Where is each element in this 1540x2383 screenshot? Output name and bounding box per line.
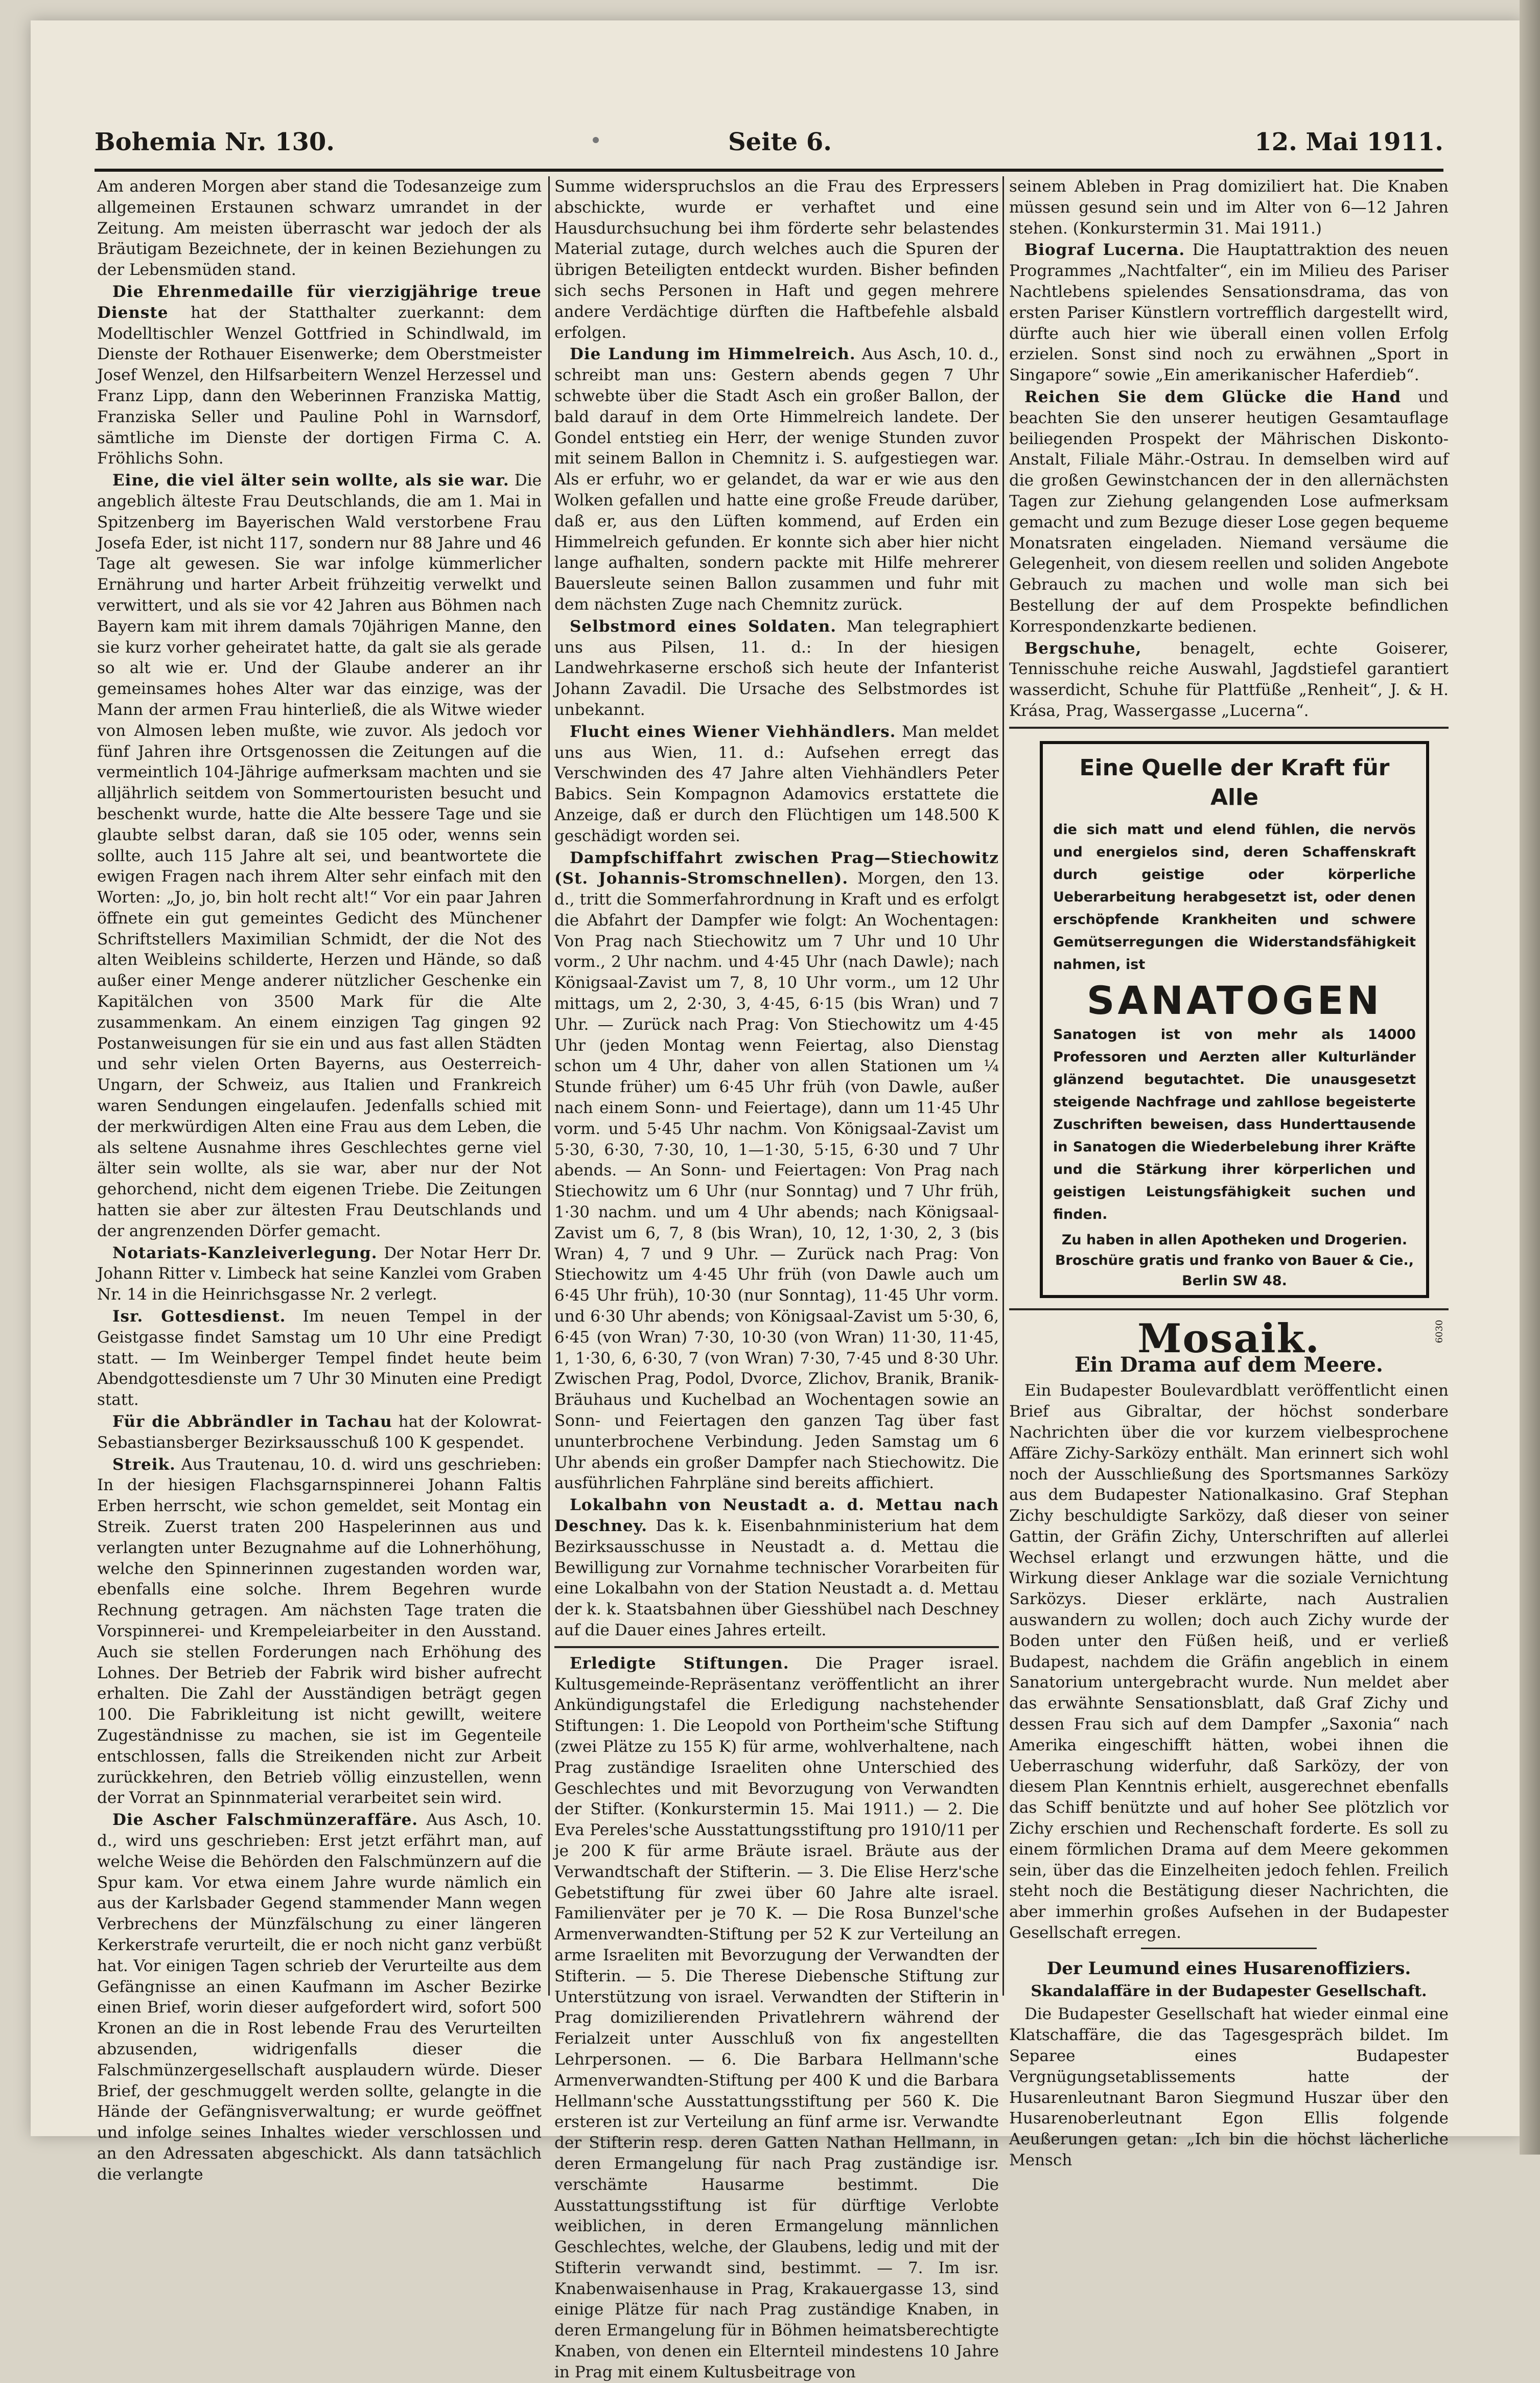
article-gottesdienst <box>97 1306 542 1410</box>
article-text: Aus Asch, 10. d., schreibt man uns: Gestern abends gegen 7 Uhr schwebte über die Stadt Asch ein großer Ballon, der bald darauf in dem Orte Himmelreich landete. Der Gondel entstieg ein Herr, der wenige Stunden zuvor mit seinem Ballon in Chemnitz i. S. aufgestiegen war. Als er erfuhr, wo er gelandet, da war er wie aus den Wolken gefallen und hatte eine große Freude darüber, daß er, aus den Lüften kommend, auf Erden ein Himmelreich gefunden. Er konnte sich aber hier nicht lange aufhalten, sondern packte mit Hilfe mehrerer Bauersleute seinen Ballon zusammen und fuhr mit dem nächsten Zuge nach Chemnitz zurück. <box>554 345 999 614</box>
ad-intro: die sich matt und elend fühlen, die nervös und energielos sind, deren Schaffenskraft durch geistige oder körperliche Ueberarbeitung herabgesetzt ist, oder denen erschöpfende Krankheiten und schwere Gemütserregungen die Widerstandsfähigkeit nahmen, ist <box>1053 821 1416 973</box>
ad-code: 6030 <box>1434 1320 1445 1344</box>
column-rule-1 <box>548 176 550 1996</box>
header-publication: Bohemia Nr. 130. <box>95 128 335 156</box>
article-heading: Für die Abbrändler in Tachau <box>112 1413 392 1431</box>
article-text: Im neuen Tempel in der Geistgasse findet Samstag um 10 Uhr eine Predigt statt. — Im Weinberger Tempel findet heute beim Abendgottesdienste um 7 Uhr 30 Minuten eine Predigt statt. <box>97 1307 542 1409</box>
page-header <box>95 123 1443 169</box>
article-text: Aus Trautenau, 10. d. wird uns geschrieben: In der hiesigen Flachsgarnspinnerei Johann Faltis Erben herrscht, wie schon gemeldet, seit Montag ein Streik. Zuerst traten 200 Haspelerinnen aus und verlangten unter Bezugnahme auf die Lohnerhöhung, welche den Spinnerinnen zugestanden worden war, ebenfalls eine solche. Ihrem Begehren wurde Rechnung getragen. Am nächsten Tage traten die Vorspinnerei- und Krempeleiarbeiter in den Ausstand. Auch sie stellen Forderungen nach Erhöhung des Lohnes. Der Betrieb der Fabrik wird bisher aufrecht erhalten. Die Zahl der Ausständigen beträgt gegen 100. Die Fabrikleitung ist nicht gewillt, weitere Zugeständnisse zu machen, sie ist im Gegenteile entschlossen, falls die Streikenden nicht zur Arbeit zurückkehren, den Betrieb völlig einzustellen, wenn der Vorrat an Spinnmaterial verarbeitet sein wird. <box>97 1455 542 1808</box>
section-separator <box>1009 727 1449 729</box>
article-text: hat der Statthalter zuerkannt: dem Modelltischler Wenzel Gottfried in Schindlwald, im Dienste der Rothauer Eisenwerke; dem Oberstmeister Josef Wenzel, den Hilfsarbeitern Wenzel Herzessel und Franz Lipp, dann den Weberinnen Franziska Mattig, Franziska Seller und Pauline Pohl in Warnsdorf, sämtliche im Dienste der dortigen Firma C. A. Fröhlichs Sohn. <box>97 303 542 468</box>
article-heading: Die Landung im Himmelreich. <box>570 345 856 364</box>
article-text: Die Prager israel. Kultusgemeinde-Repräsentanz veröffentlicht an ihrer Ankündigungstafel die Erledigung nachstehender Stiftungen: 1. Die Leopold von Portheim'sche Stiftung (zwei Plätze zu 155 K) für arme, wohlverhaltene, nach Prag zuständige Israeliten ohne Unterschied des Geschlechtes und mit Bevorzugung von Verwandten der Stifter. (Konkurstermin 15. Mai 1911.) — 2. Die Eva Pereles'sche Ausstattungsstiftung pro 1910/11 per je 200 K für arme Bräute israel. Bräute aus der Verwandtschaft der Stifterin. — 3. Die Elise Herz'sche Gebetstiftung für zwei über 60 Jahre alte israel. Familienväter per je 70 K. — Die Rosa Bunzel'sche Armenverwandten-Stiftung per 52 K zur Verteilung an arme Israeliten mit Bevorzugung der Verwandten der Stifterin. — 5. Die Therese Diebensche Stiftung zur Unterstützung von israel. Verwandten der Stifterin in Prag domizilierenden Privatlehrern während der Ferialzeit unter Ausschluß von fix angestellten Lehrpersonen. — 6. Die Barbara Hellmann'sche Armenverwandten-Stiftung per 400 K und die Barbara Hellmann'sche Ausstattungsstiftung per 560 K. Die ersteren ist zur Verteilung an fünf arme isr. Verwandte der Stifterin resp. deren Gatten Nathan Hellmann, in deren Ermangelung für nach Prag zuständige isr. verschämte Hausarme bestimmt. Die Ausstattungsstiftung ist für dürftige Verlobte weiblichen, in deren Ermangelung männlichen Geschlechtes, welche, der Glaubens, ledig und mit der Stifterin verwandt sind, bestimmt. — 7. Im isr. Knabenwaisenhause in Prag, Krakauergasse 13, sind einige Plätze für nach Prag zuständige Knaben, in deren Ermangelung für in Böhmen heimatsberechtigte Knaben, von denen ein Elternteil mindestens 10 Jahre in Prag mit einem Kultusbeitrage von <box>554 1654 999 2381</box>
sanatogen-advertisement <box>1040 741 1429 1298</box>
article-heading: Flucht eines Wiener Viehhändlers. <box>570 722 896 741</box>
ad-footer: Zu haben in allen Apotheken und Drogerien. Broschüre gratis und franko von Bauer & Cie., Berlin SW 48. <box>1055 1232 1414 1289</box>
article-landung <box>554 344 999 615</box>
article-paragraph: Summe widerspruchslos an die Frau des Erpressers abschickte, wurde er verhaftet und eine Hausdurchsuchung bei ihm förderte sehr belastendes Material zutage, durch welches auch die Spuren der übrigen Beteiligten entdeckt wurden. Bisher befinden sich sechs Personen in Haft und gegen mehrere andere Verdächtige dürften die Haftbefehle alsbald erfolgen. <box>554 177 999 342</box>
article-heading: Eine, die viel älter sein wollte, als sie war. <box>112 471 509 490</box>
article-heading: Isr. Gottesdienst. <box>112 1307 286 1326</box>
section-separator <box>1009 1308 1449 1310</box>
short-separator <box>1141 1948 1317 1949</box>
article-drama: Ein Budapester Boulevardblatt veröffentlicht einen Brief aus Gibraltar, der höchst sonderbare Nachrichten über die vor kurzem vielbesprochene Affäre Zichy-Sarközy enthält. Man erinnert sich wohl noch der Ausschließung des Sportsmannes Sarközy aus dem Budapester Nationalkasino. Graf Stephan Zichy beschuldigte Sarközy, daß dieser von seiner Gattin, der Gräfin Zichy, Unterschriften auf allerlei Wechsel erlangt und erzwungen hätte, und die Wirkung dieser Anklage war die soziale Vernichtung Sarközys. Dieser erklärte, nach Australien auswandern zu wollen; doch auch Zichy wurde der Boden unter den Füßen heiß, und er verließ Budapest, nachdem die Gräfin angeblich in einem Sanatorium untergebracht wurde. Nun meldet aber das erwähnte Sensationsblatt, daß Graf Zichy und dessen Frau sich auf dem Dampfer „Saxonia“ nach Amerika eingeschifft hätten, wobei ihnen die Ueberraschung widerfuhr, daß Sarközy, der von diesem Plan Kenntnis erhielt, ausgerechnet ebenfalls das Schiff benützte und auf hoher See plötzlich vor Zichy erschien und Rechenschaft forderte. Es soll zu einem förmlichen Drama auf dem Meere gekommen sein, über das die Einzelheiten jedoch fehlen. Freilich steht noch die Bestätigung dieser Nachrichten, die aber immerhin großes Aufsehen in der Budapester Gesellschaft erregen. <box>1009 1381 1449 1942</box>
article-heading: Bergschuhe, <box>1024 639 1142 658</box>
article-glueck <box>1009 387 1449 637</box>
article-heading: Biograf Lucerna. <box>1024 241 1185 260</box>
article-lokalbahn <box>554 1495 999 1641</box>
article-selbstmord <box>554 616 999 721</box>
leumund-subtitle: Skandalaffäre in der Budapester Gesellschaft. <box>1031 1982 1427 2000</box>
column-3 <box>1009 176 1449 2169</box>
article-text: Man meldet uns aus Wien, 11. d.: Aufsehen erregt das Verschwinden des 47 Jahre alten Viehhändlers Peter Babics. Sein Kompagnon Adamovics erstattete die Anzeige, daß er durch den Flüchtigen um 148.500 K geschädigt worden sei. <box>554 722 999 845</box>
article-aelteste-frau <box>97 470 542 1241</box>
header-date: 12. Mai 1911. <box>1254 128 1443 156</box>
article-leumund: Die Budapester Gesellschaft hat wieder einmal eine Klatschaffäre, die das Tagesgespräch bildet. Im Separee eines Budapester Vergnügungsetablissements hatte der Husarenleutnant Baron Siegmund Huszar über den Husarenoberleutnant Egon Ellis folgende Aeußerungen getan: „Ich bin die höchst lächerliche Mensch <box>1009 2005 1449 2169</box>
scan-edge <box>1520 0 1540 2155</box>
header-page-number: Seite 6. <box>728 128 832 156</box>
article-heading: Lokalbahn von Neustadt a. d. Mettau nach Deschney. <box>554 1496 999 1535</box>
article-heading: Die Ascher Falschmünzeraffäre. <box>112 1811 418 1830</box>
article-stiftungen <box>554 1653 999 2383</box>
article-paragraph: Am anderen Morgen aber stand die Todesanzeige zum allgemeinen Erstaunen schwarz umrandet in der Zeitung. Am meisten überrascht war jedoch der als Bräutigam Bezeichnete, der in keinen Beziehungen zu der Lebensmüden stand. <box>97 177 542 280</box>
article-bergschuhe <box>1009 638 1449 722</box>
article-falschmuenzer <box>97 1810 542 2185</box>
article-heading: Reichen Sie dem Glücke die Hand <box>1024 387 1402 406</box>
column-1 <box>97 176 542 2184</box>
article-heading: Erledigte Stiftungen. <box>570 1654 789 1673</box>
drama-title: Ein Drama auf dem Meere. <box>1075 1352 1383 1377</box>
mosaik-title: Mosaik. <box>1137 1315 1320 1362</box>
ad-body: Sanatogen ist von mehr als 14000 Professoren und Aerzten aller Kulturländer glänzend begutachtet. Die unausgesetzt steigende Nachfrage und zahllose begeisterte Zuschriften beweisen, dass Hunderttausende in Sanatogen die Wiederbelebung ihrer Kräfte und die Stärkung ihrer körperlichen und geistigen Leistungsfähigkeit suchen und finden. <box>1053 1026 1416 1222</box>
article-text: hat der Kolowrat-Sebastiansberger Bezirksausschuß 100 K gespendet. <box>97 1413 542 1452</box>
article-text: Aus Asch, 10. d., wird uns geschrieben: Erst jetzt erfährt man, auf welche Weise die Behörden den Falschmünzern auf die Spur kam. Vor etwa einem Jahre wurde nämlich ein aus der Karlsbader Gegend stammender Mann wegen Verbrechens der Münzfälschung zu einer längeren Kerkerstrafe verurteilt, die er noch nicht ganz verbüßt hat. Vor einigen Tagen schrieb der Verurteilte aus dem Gefängnisse an einen Kaufmann im Ascher Bezirke einen Brief, worin dieser aufgefordert wird, sofort 500 Kronen an die in Rost lebende Frau des Verurteilten abzusenden, widrigenfalls dieser die Falschmünzergesellschaft ausplaudern würde. Dieser Brief, der geschmuggelt werden sollte, gelangte in die Hände der Gefängnisverwaltung; er wurde geöffnet und infolge seines Inhaltes wieder verschlossen und an den Adressaten abgeschickt. Als dann tatsächlich die verlangte <box>97 1811 542 2184</box>
article-ehrenmedaille <box>97 282 542 469</box>
column-2 <box>554 176 999 2381</box>
article-dampfschiffahrt <box>554 848 999 1494</box>
article-text: Das k. k. Eisenbahnministerium hat dem Bezirksausschusse in Neustadt a. d. Mettau die Bewilligung zur Vornahme technischer Vorarbeiten für eine Lokalbahn von der Station Neustadt a. d. Mettau der k. k. Staatsbahnen über Giesshübel nach Deschney auf die Dauer eines Jahres erteilt. <box>554 1517 999 1639</box>
ad-brand: SANATOGEN <box>1086 977 1383 1023</box>
article-abbraendler <box>97 1412 542 1453</box>
article-text: Man telegraphiert uns aus Pilsen, 11. d.: In der hiesigen Landwehrkaserne erschoß sich heute der Infanterist Johann Zavadil. Die Ursache des Selbstmordes ist unbekannt. <box>554 617 999 719</box>
column-rule-2 <box>1002 176 1004 1996</box>
ad-title: Eine Quelle der Kraft für Alle <box>1079 754 1390 811</box>
section-separator <box>554 1646 999 1648</box>
article-notariat <box>97 1243 542 1305</box>
article-viehhaendler <box>554 722 999 847</box>
article-streik <box>97 1454 542 1809</box>
article-paragraph: seinem Ableben in Prag domiziliert hat. Die Knaben müssen gesund sein und im Alter von 6—12 Jahren stehen. (Konkurstermin 31. Mai 1911.) <box>1009 177 1449 238</box>
article-text: benagelt, echte Goiserer, Tennisschuhe reiche Auswahl, Jagdstiefel garantiert wasserdicht, Schuhe für Plattfüße „Renheit“, J. & H. Krása, Prag, Wassergasse „Lucerna“. <box>1009 639 1449 720</box>
article-text: Morgen, den 13. d., tritt die Sommerfahrordnung in Kraft und es erfolgt die Abfahrt der Dampfer wie folgt: An Wochentagen: Von Prag nach Stiechowitz um 7 Uhr und 10 Uhr vorm., 2 Uhr nachm. und 4·45 Uhr (nach Dawle); nach Königsaal-Zavist um 7, 8, 10 Uhr vorm., um 12 Uhr mittags, um 2, 2·30, 3, 4·45, 6·15 (bis Wran) und 7 Uhr. — Zurück nach Prag: Von Stiechowitz um 4·45 Uhr (jeden Montag wenn Feiertag, also Dienstag schon um 4 Uhr, daher von allen Stationen um ¼ Stunde früher) um 6·45 Uhr früh (von Dawle, außer nach einem Sonn- und Feiertage), dann um 11·45 Uhr vorm. und 5·45 Uhr nachm. Von Königsaal-Zavist um 5·30, 6·30, 7·30, 10, 1—1·30, 5·15, 6·30 und 7 Uhr abends. — An Sonn- und Feiertagen: Von Prag nach Stiechowitz um 6 Uhr (nur Sonntag) und 7 Uhr früh, 1·30 nachm. und um 4 Uhr abends; nach Königsaal-Zavist um 6, 7, 8 (bis Wran), 10, 12, 1·30, 2, 3 (bis Wran) 4, 7 und 9 Uhr. — Zurück nach Prag: Von Stiechowitz um 4·45 Uhr früh (von Dawle auch um 6·45 Uhr früh), 10·30 (nur Sonntag), 11·45 Uhr vorm. und 6·30 Uhr abends; von Königsaal-Zavist um 5·30, 6, 6·45 (von Wran) 7·30, 10·30 (von Wran) 11·30, 11·45, 1, 1·30, 6, 6·30, 7 (von Wran) 7·30, 7·45 und 8·30 Uhr. Zwischen Prag, Podol, Dvorce, Zlichov, Branik, Branik-Bräuhaus und Kuchelbad an Wochentagen sowie an Sonn- und Feiertagen den ganzen Tag über fast ununterbrochene Verbindung. Jeden Samstag um 6 Uhr abends ein großer Dampfer nach Stiechowitz. Die ausführlichen Fahrpläne sind bereits affichiert. <box>554 869 999 1493</box>
header-rule <box>95 169 1443 172</box>
article-heading: Streik. <box>112 1455 176 1474</box>
article-biograf <box>1009 240 1449 386</box>
article-text: Die angeblich älteste Frau Deutschlands, die am 1. Mai in Spitzenberg im Bayerischen Wald verstorbene Frau Josefa Eder, ist nicht 117, sondern nur 88 Jahre und 46 Tage alt gewesen. Sie war infolge kümmerlicher Ernährung und harter Arbeit frühzeitig verwelkt und verwittert, und als sie vor 42 Jahren aus Böhmen nach Bayern kam mit ihrem damals 70jährigen Manne, den sie kurz vorher geheiratet hatte, da galt sie als gerade so alt wie er. Und der Glaube anderer an ihr gemeinsames hohes Alter war das einzige, was der Mann der armen Frau hinterließ, die als Witwe wieder von Almosen leben mußte, wie zuvor. Als jedoch vor fünf Jahren ihre Ortsgenossen die Zeitungen auf die vermeintlich 104-Jährige aufmerksam machten und sie alljährlich seitdem von Sommertouristen besucht und beschenkt wurde, hatte die Alte bessere Tage und sie glaubte selbst daran, daß sie 105 oder, wenns sein sollte, auch 115 Jahre alt sei, und beantwortete die ewigen Fragen nach ihrem Alter sehr einfach mit den Worten: „Jo, jo, bin holt recht alt!“ Vor ein paar Jahren öffnete ein gut gemeintes Gedicht des Münchener Schriftstellers Maximilian Schmidt, der die Not des alten Weibleins schilderte, Herzen und Hände, so daß außer einer Menge anderer nützlicher Geschenke ein Kapitälchen von 3500 Mark für die Alte zusammenkam. An einem einzigen Tag gingen 92 Postanweisungen für sie ein und aus fast allen Städten und sehr vielen Orten Bayerns, aus Oesterreich-Ungarn, der Schweiz, aus Italien und Frankreich waren Sendungen eingelaufen. Jedenfalls schied mit der merkwürdigen Alten eine Frau aus dem Leben, die als seltene Ausnahme ihres Geschlechtes gerne viel älter sein wollte, als sie war, aber nur der Not gehorchend, nicht dem eigenen Triebe. Die Zeitungen hatten sie aber zur ältesten Frau Deutschlands und der angrenzenden Dörfer gemacht. <box>97 471 542 1240</box>
leumund-title: Der Leumund eines Husarenoffiziers. <box>1046 1958 1411 1979</box>
article-text: und beachten Sie den unserer heutigen Gesamtauflage beiliegenden Prospekt der Mährischen Diskonto-Anstalt, Filiale Mähr.-Ostrau. In demselben wird auf die großen Gewinstchancen der in den allernächsten Tagen zur Ziehung gelangenden Lose aufmerksam gemacht und zum Bezuge dieser Lose gegen bequeme Monatsraten eingeladen. Niemand versäume die Gelegenheit, von diesem reellen und soliden Angebote Gebrauch zu machen und wolle man sich bei Bestellung der auf dem Prospekte befindlichen Korrespondenzkarte bedienen. <box>1009 387 1449 636</box>
article-heading: Dampfschiffahrt zwischen Prag—Stiechowitz (St. Johannis-Stromschnellen). <box>554 848 999 888</box>
article-heading: Notariats-Kanzleiverlegung. <box>112 1243 378 1262</box>
print-dot <box>593 137 599 143</box>
article-text: Der Notar Herr Dr. Johann Ritter v. Limbeck hat seine Kanzlei vom Graben Nr. 14 in die Heinrichsgasse Nr. 2 verlegt. <box>97 1243 542 1304</box>
article-text: Die Hauptattraktion des neuen Programmes „Nachtfalter“, ein im Milieu des Pariser Nachtlebens spielendes Sensationsdrama, das von ersten Pariser Künstlern vortrefflich dargestellt wird, dürfte auch hier wie überall einen vollen Erfolg erzielen. Sonst sind noch zu erwähnen „Sport in Singapore“ sowie „Ein amerikanischer Haferdieb“. <box>1009 241 1449 385</box>
article-heading: Die Ehrenmedaille für vierzigjährige treue Dienste <box>97 282 542 322</box>
article-heading: Selbstmord eines Soldaten. <box>570 617 837 636</box>
